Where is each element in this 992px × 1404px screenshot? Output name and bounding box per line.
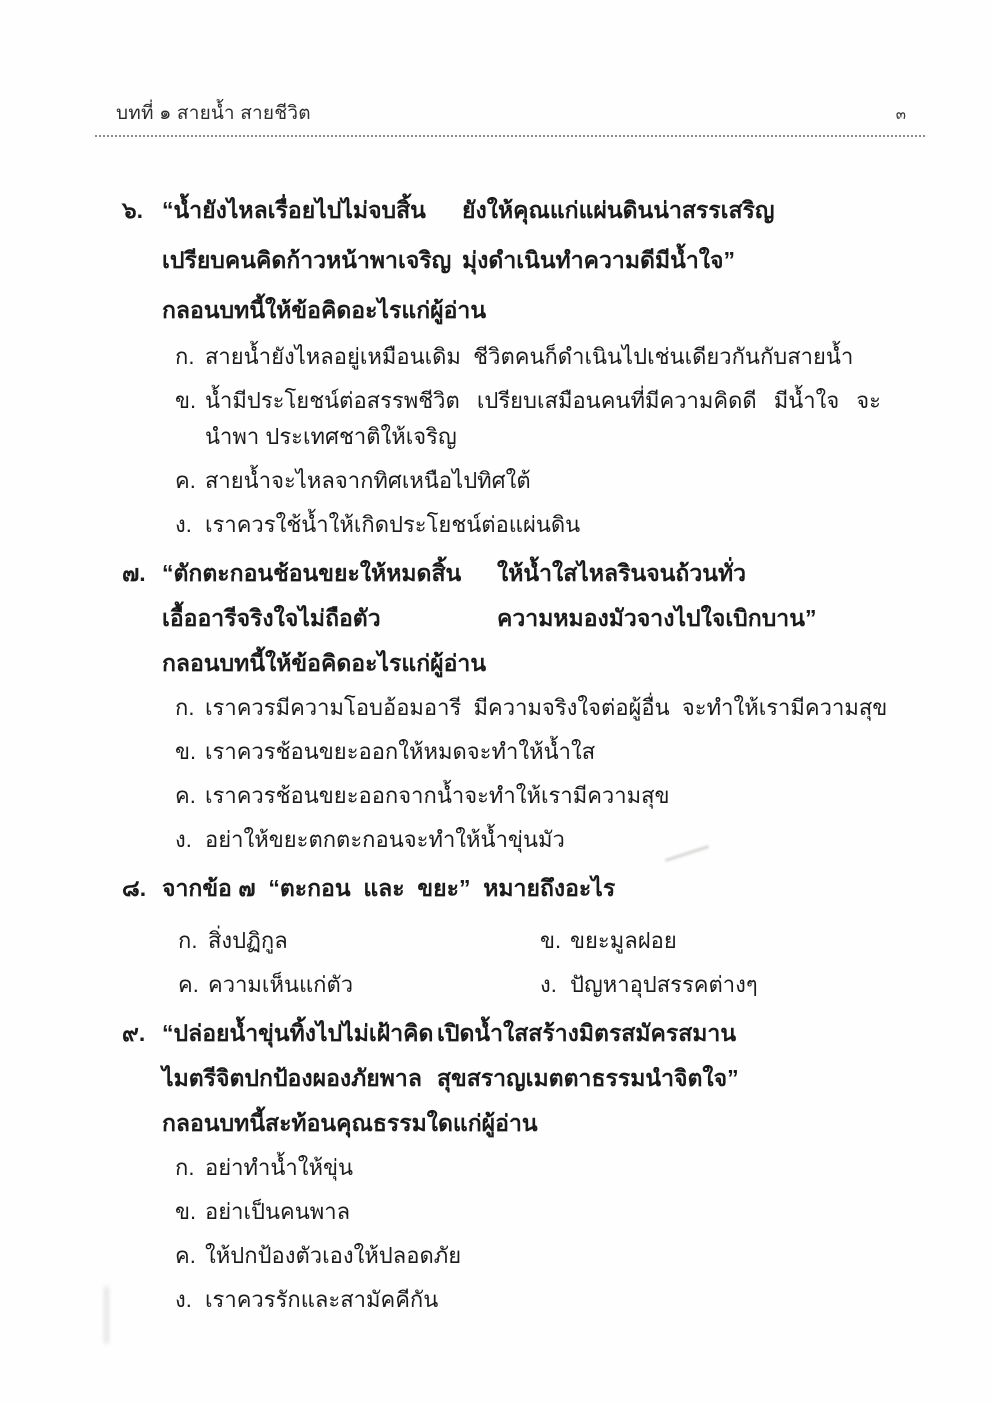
choice-text: อย่าเป็นคนพาล — [205, 1199, 351, 1224]
choice-letter: ง. — [175, 512, 192, 537]
poem-line-1 — [122, 185, 922, 235]
poem-hemistich-left: เปรียบคนคิดก้าวหน้าพาเจริญ — [162, 247, 452, 273]
question-stem-row — [122, 641, 922, 686]
poem-hemistich-right: ความหมองมัวจางไปใจเบิกบาน” — [497, 605, 817, 631]
poem-hemistich-right: มุ่งดำเนินทำความดีมีน้ำใจ” — [462, 247, 735, 273]
poem-hemistich-right: เปิดน้ำใสสร้างมิตรสมัครสมาน — [437, 1020, 737, 1046]
choice-item — [178, 919, 540, 963]
choice-letter: ก. — [175, 695, 195, 720]
poem-hemistich-left: “ตักตะกอนช้อนขยะให้หมดสิ้น — [162, 560, 462, 586]
page-number: ๓ — [895, 106, 906, 123]
page-header — [0, 0, 992, 128]
poem-hemistich-right: สุขสราญเมตตาธรรมนำจิตใจ” — [437, 1065, 739, 1091]
question-stem-row — [122, 866, 922, 911]
question-number: ๖. — [122, 197, 143, 223]
choice-list — [122, 335, 922, 547]
question-stem: กลอนบทนี้ให้ข้อคิดอะไรแก่ผู้อ่าน — [162, 297, 487, 323]
choice-text: ปัญหาอุปสรรคต่างๆ — [570, 972, 758, 997]
poem-hemistich-left: เอื้ออารีจริงใจไม่ถือตัว — [162, 605, 381, 631]
choice-list — [122, 686, 922, 862]
poem-line-1 — [122, 551, 922, 596]
question-number: ๗. — [122, 560, 146, 586]
choice-letter: ง. — [175, 827, 192, 852]
question-stem-row — [122, 285, 922, 335]
choice-item — [175, 774, 922, 818]
choice-text: สายน้ำยังไหลอยู่เหมือนเดิม ชีวิตคนก็ดำเนินไปเช่นเดียวกันกับสายน้ำ — [205, 344, 854, 369]
chapter-title: บทที่ ๑ สายน้ำ สายชีวิต — [116, 103, 311, 124]
choice-text: เราควรใช้น้ำให้เกิดประโยชน์ต่อแผ่นดิน — [205, 512, 581, 537]
choice-letter: ก. — [178, 928, 198, 953]
choice-text: เราควรช้อนขยะออกจากน้ำจะทำให้เรามีความสุข — [205, 783, 670, 808]
choice-list — [122, 1146, 922, 1322]
question-stem: กลอนบทนี้ให้ข้อคิดอะไรแก่ผู้อ่าน — [162, 650, 487, 676]
choice-item — [175, 730, 922, 774]
choice-letter: ข. — [175, 739, 197, 764]
choice-text: เราควรมีความโอบอ้อมอารี มีความจริงใจต่อผู้อื่น จะทำให้เรามีความสุข — [205, 695, 888, 720]
poem-hemistich-right: ยังให้คุณแก่แผ่นดินน่าสรรเสริญ — [462, 197, 775, 223]
choice-item — [175, 686, 922, 730]
poem-line-2 — [122, 1056, 922, 1101]
choice-item — [175, 335, 922, 379]
choice-letter: ง. — [540, 972, 557, 997]
choice-letter: ก. — [175, 1155, 195, 1180]
choice-letter: ข. — [540, 928, 562, 953]
question-number: ๘. — [122, 875, 147, 901]
choice-text: เราควรช้อนขยะออกให้หมดจะทำให้น้ำใส — [205, 739, 596, 764]
choice-text: ความเห็นแก่ตัว — [208, 972, 354, 997]
choice-item — [178, 963, 540, 1007]
poem-hemistich-left: “น้ำยังไหลเรื่อยไปไม่จบสิ้น — [162, 197, 426, 223]
poem-hemistich-left: ไมตรีจิตปกป้องผองภัยพาล — [162, 1065, 422, 1091]
choice-letter: ค. — [175, 1243, 196, 1268]
choice-item — [175, 1234, 922, 1278]
question-stem-row — [122, 1101, 922, 1146]
poem-line-1 — [122, 1011, 922, 1056]
choice-item — [175, 379, 922, 459]
questions-area — [0, 137, 992, 1322]
poem-line-2 — [122, 596, 922, 641]
choice-letter: ก. — [175, 344, 195, 369]
choice-text: สิ่งปฏิกูล — [208, 928, 288, 953]
choice-text: ให้ปกป้องตัวเองให้ปลอดภัย — [205, 1243, 462, 1268]
choice-letter: ข. — [175, 1199, 197, 1224]
question-stem: กลอนบทนี้สะท้อนคุณธรรมใดแก่ผู้อ่าน — [162, 1110, 538, 1136]
choice-letter: ค. — [175, 468, 196, 493]
question-number: ๙. — [122, 1020, 146, 1046]
choice-text: สายน้ำจะไหลจากทิศเหนือไปทิศใต้ — [205, 468, 531, 493]
choice-text: น้ำมีประโยชน์ต่อสรรพชีวิต เปรียบเสมือนคนที่มีความคิดดี มีน้ำใจ จะนำพา ประเทศชาติให้เจริญ — [205, 388, 881, 449]
poem-line-2 — [122, 235, 922, 285]
choice-item — [540, 919, 922, 963]
choice-item — [175, 459, 922, 503]
choice-item — [175, 1146, 922, 1190]
choice-letter: ค. — [175, 783, 196, 808]
choice-item — [175, 818, 922, 862]
choice-text: เราควรรักและสามัคคีกัน — [205, 1287, 439, 1312]
question-7 — [122, 551, 922, 862]
poem-hemistich-right: ให้น้ำใสไหลรินจนถ้วนทั่ว — [497, 560, 747, 586]
choice-letter: ค. — [178, 972, 199, 997]
poem-hemistich-left: “ปล่อยน้ำขุ่นทิ้งไปไม่เฝ้าคิด — [162, 1020, 434, 1046]
choice-letter: ง. — [175, 1287, 192, 1312]
question-8 — [122, 866, 922, 1007]
choice-item — [540, 963, 922, 1007]
choice-item — [175, 503, 922, 547]
choice-text: ขยะมูลฝอย — [570, 928, 677, 953]
choice-grid — [178, 919, 922, 1007]
question-9 — [122, 1011, 922, 1322]
choice-item — [175, 1278, 922, 1322]
choice-letter: ข. — [175, 388, 197, 413]
question-6 — [122, 185, 922, 547]
choice-text: อย่าให้ขยะตกตะกอนจะทำให้น้ำขุ่นมัว — [205, 827, 565, 852]
question-stem: จากข้อ ๗ “ตะกอน และ ขยะ” หมายถึงอะไร — [162, 875, 616, 901]
choice-item — [175, 1190, 922, 1234]
choice-text: อย่าทำน้ำให้ขุ่น — [205, 1155, 354, 1180]
